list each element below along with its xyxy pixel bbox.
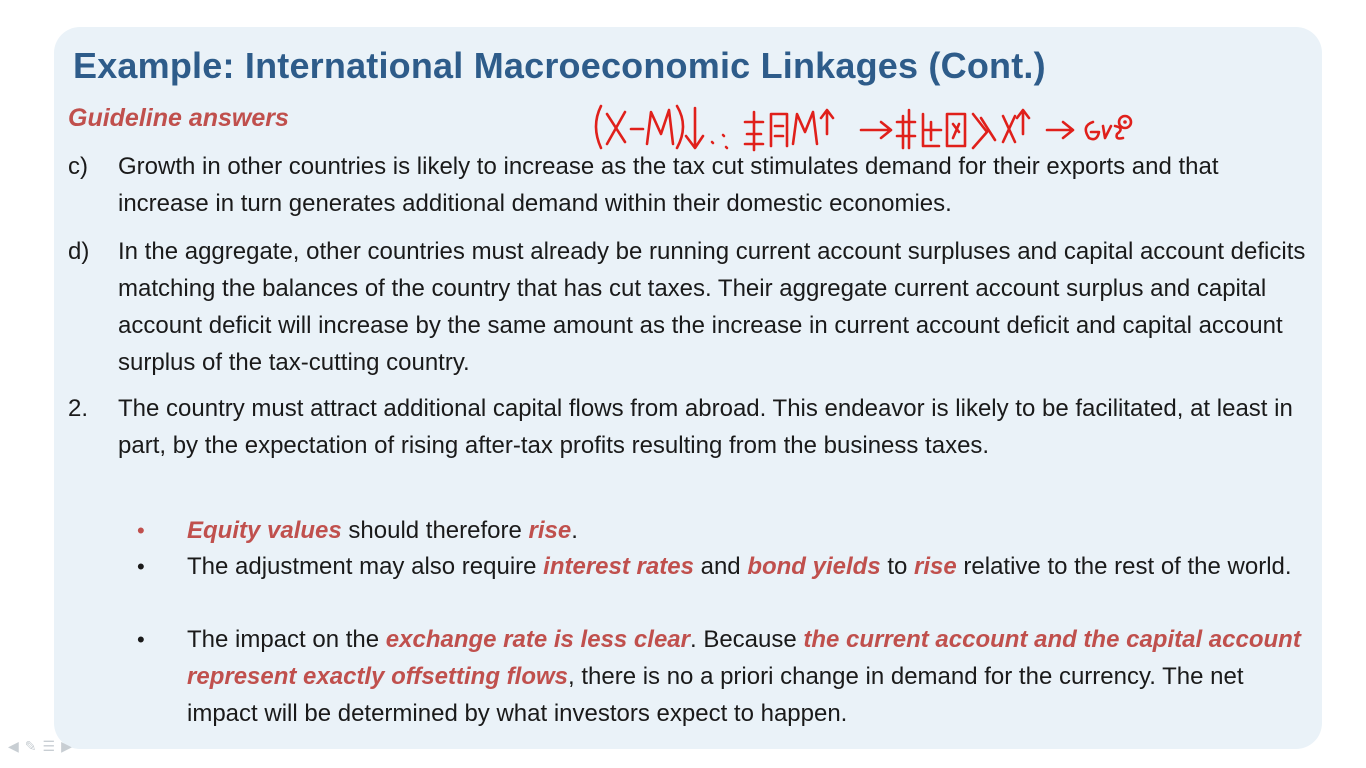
bullet-text [187, 621, 1307, 732]
menu-icon[interactable]: ☰ [42, 738, 62, 754]
item-text: The country must attract additional capital flows from abroad. This endeavor is likely to be facilitated, at least in part, by the expectation of rising after-tax profits resulting from the business taxes. [118, 395, 1293, 459]
item-marker: 2. [68, 395, 89, 422]
emphasis: bond yields [747, 553, 881, 580]
emphasis: Equity values [187, 517, 342, 544]
bullet-text-part: . [571, 517, 578, 544]
bullet-symbol: • [137, 554, 145, 579]
emphasis: interest rates [543, 553, 694, 580]
bullet-symbol: • [137, 518, 145, 543]
arrow-right-icon[interactable]: ▶ [61, 738, 78, 754]
arrow-left-icon[interactable]: ◀ [8, 738, 25, 754]
item-marker: c) [68, 153, 88, 180]
bullet-text-part: The adjustment may also require [187, 553, 544, 580]
bullet-text [187, 548, 1307, 585]
slide-title: Example: International Macroeconomic Linkages (Cont.) [73, 45, 1046, 86]
emphasis: rise [528, 517, 572, 544]
emphasis: rise [914, 553, 957, 580]
emphasis: exchange rate is less clear [385, 626, 690, 653]
bullet-text-part: . Because [689, 626, 804, 653]
bullet-text-part: to [880, 553, 915, 580]
bullet-text-part: relative to the rest of the world. [956, 553, 1292, 580]
bullet-symbol: • [137, 627, 145, 652]
pen-icon[interactable]: ✎ [24, 738, 43, 754]
bullet-text-part: should therefore [341, 517, 529, 544]
bullet-text-part: The impact on the [187, 626, 386, 653]
bullet-text-part: and [693, 553, 748, 580]
item-text: Growth in other countries is likely to increase as the tax cut stimulates demand for their exports and that increase in turn generates additional demand within their domestic economies. [118, 153, 1219, 217]
slideshow-nav[interactable] [8, 738, 78, 755]
bullet-text-part: , there is no a priori change in demand for the currency. The net impact will be determined by what investors expect to happen. [187, 663, 1244, 727]
emphasis: the current account and the capital account represent exactly offsetting flows [187, 626, 1301, 690]
bullet-text [187, 512, 1307, 549]
item-marker: d) [68, 238, 90, 265]
section-subtitle: Guideline answers [68, 104, 289, 132]
item-text: In the aggregate, other countries must already be running current account surpluses and capital account deficits matching the balances of the country that has cut taxes. Their aggregate current account surplus and capital account deficit will increase by the same amount as the increase in current account deficit and capital account surplus of the tax-cutting country. [118, 238, 1306, 376]
